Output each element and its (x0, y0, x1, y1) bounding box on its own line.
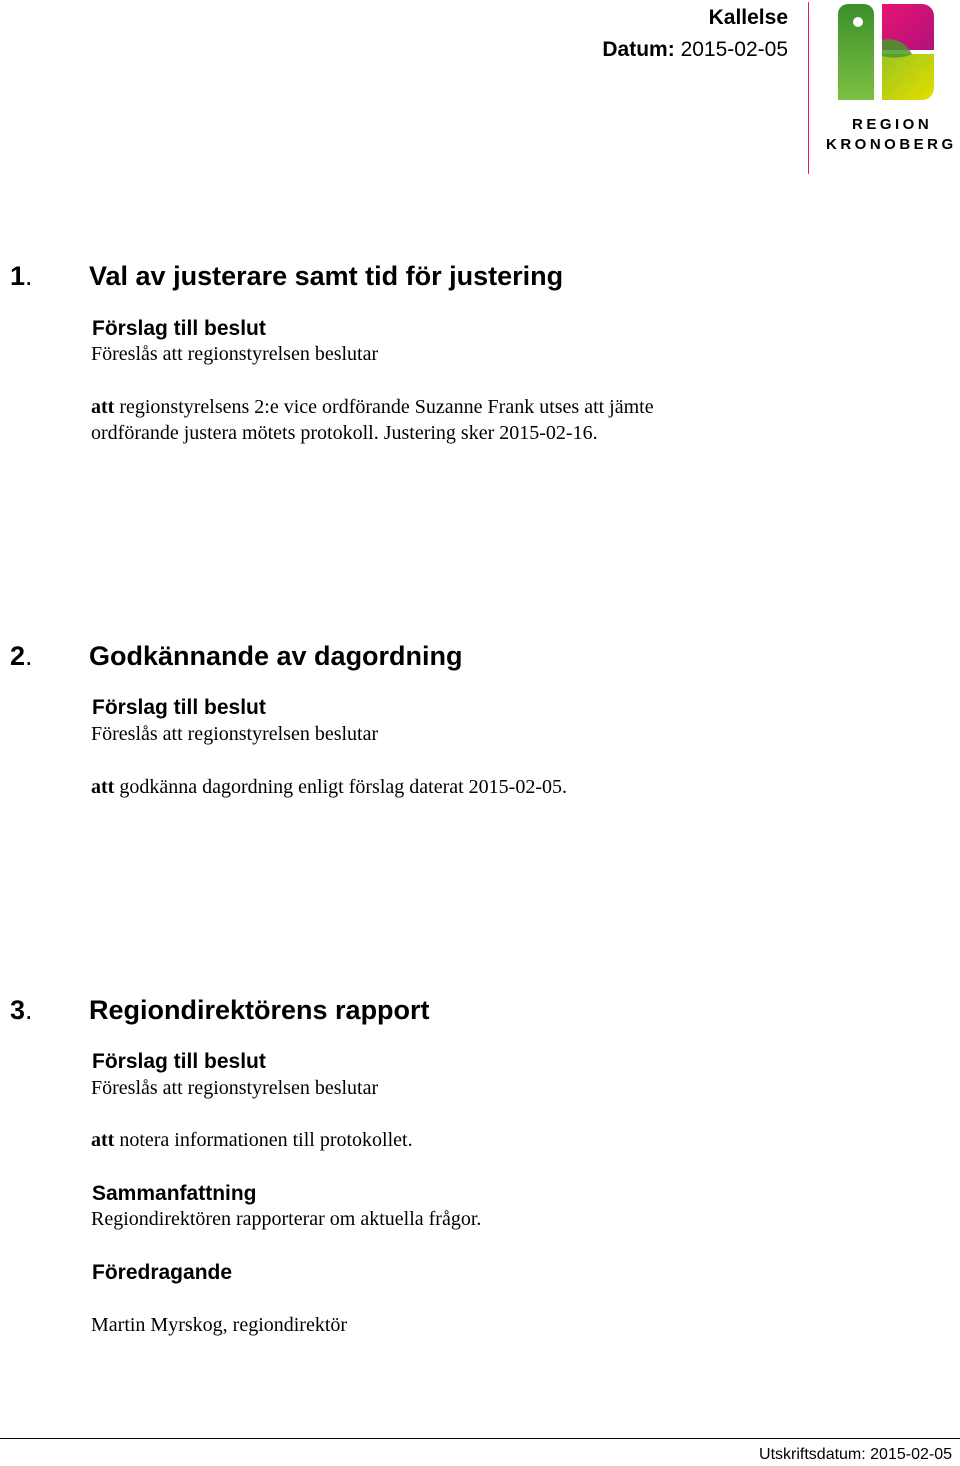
document-date (602, 38, 788, 62)
item-title: Godkännande av dagordning (89, 641, 463, 671)
item-number: 1. (10, 261, 33, 291)
proposal-intro: Föreslås att regionstyrelsen beslutar (91, 723, 379, 745)
decision-text: att regionstyrelsens 2:e vice ordförande Suzanne Frank utses att jämte ordförande justera mötets protokoll. Justering sker 2015-02-16. (91, 396, 654, 444)
item-title: Val av justerare samt tid för justering (89, 261, 564, 291)
logo-text-kronoberg: KRONOBERG (826, 136, 957, 153)
proposal-heading: Förslag till beslut (92, 696, 266, 719)
item-number: 3. (10, 995, 33, 1025)
proposal-heading: Förslag till beslut (92, 317, 266, 340)
decision-text: att godkänna dagordning enligt förslag daterat 2015-02-05. (91, 776, 567, 798)
item-title: Regiondirektörens rapport (89, 995, 430, 1025)
proposal-heading: Förslag till beslut (92, 1050, 266, 1073)
summary-heading: Sammanfattning (92, 1182, 257, 1205)
proposal-intro: Föreslås att regionstyrelsen beslutar (91, 343, 379, 365)
document-type-title: Kallelse (708, 6, 788, 29)
footer-divider (0, 1438, 960, 1439)
date-value: 2015-02-05 (680, 38, 788, 61)
proposal-intro: Föreslås att regionstyrelsen beslutar (91, 1077, 379, 1099)
date-label: Datum: (602, 38, 675, 61)
logo-text-region: REGION (852, 116, 933, 133)
decision-text: att notera informationen till protokollet. (91, 1129, 413, 1151)
print-date: Utskriftsdatum: 2015-02-05 (759, 1446, 952, 1463)
presenter-heading: Föredragande (92, 1261, 233, 1284)
logo-divider (808, 2, 809, 174)
summary-text: Regiondirektören rapporterar om aktuella frågor. (91, 1208, 482, 1230)
presenter-text: Martin Myrskog, regiondirektör (91, 1314, 348, 1336)
item-number: 2. (10, 641, 33, 671)
